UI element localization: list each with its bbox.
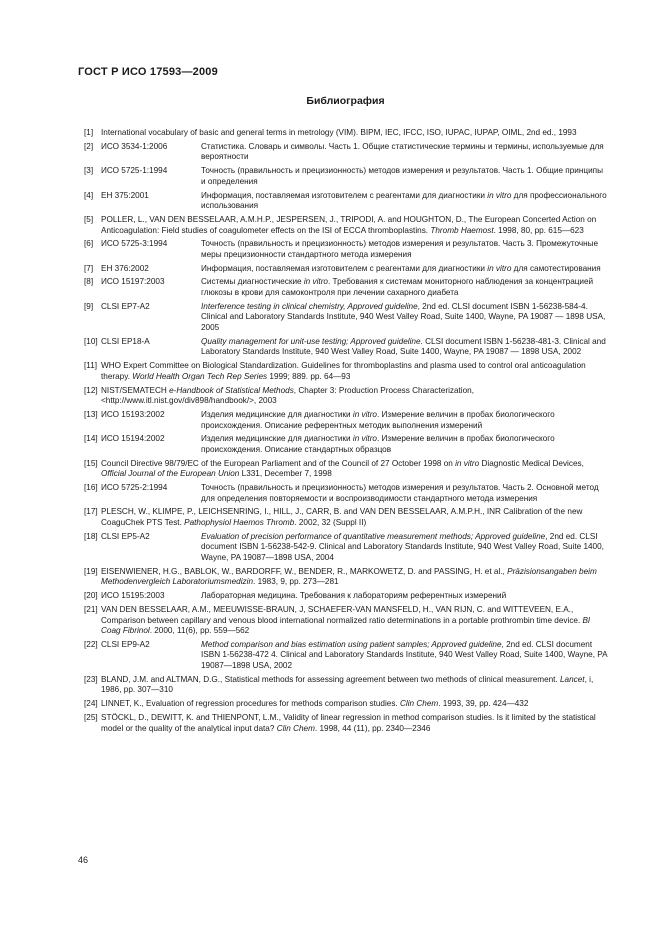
reference-italic-text: in vitro — [303, 277, 328, 287]
reference-text — [201, 591, 608, 602]
reference-item — [84, 215, 608, 236]
reference-text-part: Изделия медицинские для диагностики — [201, 434, 353, 444]
reference-item — [84, 277, 608, 298]
reference-text-part: , 2nd ed. CLSI document ISBN 1-56238-472 4. Clinical and Laboratory Standards Institute, 940 West Valley Road, Suite 1400, Wayne, PA 19087—1898 USA, 2002 — [201, 639, 608, 671]
reference-item — [84, 675, 608, 696]
reference-text — [101, 567, 608, 588]
reference-number: [7] — [84, 263, 94, 273]
reference-text-part: . 2000, 11(6), pp. 559—562 — [149, 626, 250, 636]
reference-text — [101, 215, 608, 236]
reference-list — [84, 128, 608, 737]
reference-code: ИСО 5725-1:1994 — [101, 166, 168, 176]
reference-text — [201, 337, 608, 358]
reference-number: [3] — [84, 166, 94, 176]
section-title: Библиография — [306, 95, 385, 107]
reference-code: ИСО 5725-3:1994 — [101, 239, 168, 249]
reference-italic-text: Clin Chem — [400, 699, 439, 709]
reference-text-part: STÖCKL, D., DEWITT, K. and THIENPONT, L.M., Validity of linear regression in method comparison studies. Is it limited by the statistical model or the quality of the analytical input data? — [101, 713, 596, 733]
reference-italic-text: in vitro — [352, 434, 377, 444]
reference-number: [13] — [84, 409, 98, 419]
reference-text-part: . Измерение величин в пробах биологического происхождения. Описание референтных методик выполнения измерений — [201, 409, 555, 430]
reference-item — [84, 191, 608, 212]
reference-number: [12] — [84, 385, 98, 395]
reference-italic-text: Quality management for unit-use testing; Approved guideline — [201, 336, 421, 346]
reference-text-part: . Требования к системам мониторного наблюдения за концентрацией глюкозы в крови для самоконтроля при лечении сахарного диабета — [201, 277, 594, 298]
reference-italic-text: Bl Coag Fibrinol — [101, 615, 590, 636]
reference-item — [84, 699, 608, 710]
reference-text-part: POLLER, L., VAN DEN BESSELAAR, A.M.H.P., JESPERSEN, J., TRIPODI, A. and HOUGHTON, D., The European Concerted Action on Anticoagulation: Field studies of coagulometer effects on the ISI of ECCA thromboplastins. — [101, 214, 597, 235]
reference-italic-text: in vitro — [487, 190, 512, 200]
reference-code: ИСО 5725-2:1994 — [101, 483, 168, 493]
reference-number: [11] — [84, 361, 98, 371]
reference-item — [84, 567, 608, 588]
reference-code: ИСО 15197:2003 — [101, 277, 165, 287]
reference-number: [4] — [84, 190, 94, 200]
reference-text-part: Точность (правильность и прецизионность) методов измерения и результатов. Часть 2. Основной метод для определения повторяемости и воспроизводимости стандартного метода измерения — [201, 483, 599, 503]
reference-text-part: . 1993, 39, pp. 424—432 — [438, 699, 529, 709]
reference-item — [84, 459, 608, 480]
reference-text-part: Изделия медицинские для диагностики — [201, 409, 353, 419]
reference-text-part: PLESCH, W., KLIMPE, P., LEICHSENRING, I., HILL, J., CARR, B. and VAN DEN BESSELAAR, A.M.P.H., INR Calibration of the new CoaguChek PTS Test. — [101, 507, 583, 527]
reference-text — [101, 507, 608, 528]
reference-item — [84, 264, 608, 275]
reference-italic-text: Official Journal of the European Union — [101, 469, 240, 479]
reference-text — [101, 386, 608, 407]
reference-item — [84, 713, 608, 734]
reference-text — [101, 459, 608, 480]
page-number: 46 — [78, 855, 89, 865]
reference-italic-text: in vitro — [455, 458, 480, 468]
reference-text-part: Council Directive 98/79/EC of the European Parliament and of the Council of 27 October 1998 on — [101, 458, 456, 468]
reference-text — [101, 699, 608, 710]
reference-text-part: Статистика. Словарь и символы. Часть 1. Общие статистические термины и термины, используемые для вероятности — [201, 141, 604, 162]
reference-text-part: , Chapter 3: Production Process Characterization, <http://www.itl.nist.gov/div898/handbook/>, 2003 — [101, 385, 475, 406]
reference-text — [201, 640, 608, 672]
reference-number: [23] — [84, 674, 98, 684]
reference-italic-text: Thromb Haemost — [430, 225, 494, 235]
reference-italic-text: Method comparison and bias estimation using patient samples; Approved guideline — [201, 639, 502, 649]
reference-text — [101, 128, 608, 139]
reference-text — [201, 264, 608, 275]
reference-number: [9] — [84, 301, 94, 311]
reference-text-part: L331, December 7, 1998 — [239, 469, 332, 479]
reference-text — [201, 410, 608, 431]
reference-text — [201, 166, 608, 187]
reference-number: [2] — [84, 141, 94, 151]
reference-text-part: International vocabulary of basic and general terms in metrology (VIM). BIPM, IEC, IFCC, ISO, IUPAC, IUPAP, OIML, 2nd ed., 1993 — [101, 128, 577, 137]
reference-number: [24] — [84, 699, 98, 709]
reference-number: [10] — [84, 336, 98, 346]
reference-number: [1] — [84, 128, 94, 137]
reference-item — [84, 483, 608, 504]
reference-text-part: 1999; 889. pp. 64—93 — [267, 371, 351, 381]
reference-item — [84, 640, 608, 672]
reference-text-part: NIST/SEMATECH — [101, 385, 170, 395]
reference-number: [17] — [84, 507, 98, 517]
reference-code: CLSI EP7-A2 — [101, 301, 150, 311]
reference-text — [201, 302, 608, 334]
reference-italic-text: Pathophysiol Haemos Thromb — [184, 518, 295, 527]
reference-text — [201, 434, 608, 455]
reference-text-part: для самотестирования — [511, 263, 601, 273]
reference-code: CLSI EP9-A2 — [101, 639, 150, 649]
reference-number: [15] — [84, 458, 98, 468]
reference-text-part: . 1983, 9, pp. 273—281 — [253, 577, 339, 587]
reference-italic-text: e-Handbook of Statistical Methods — [169, 385, 294, 395]
reference-text — [201, 239, 608, 260]
reference-italic-text: Evaluation of precision performance of quantitative measurement methods; Approved guideline — [201, 531, 546, 541]
reference-item — [84, 532, 608, 564]
reference-item — [84, 410, 608, 431]
reference-text-part: . 1998, 80, pp. 615—623 — [493, 225, 584, 235]
reference-number: [14] — [84, 434, 98, 444]
reference-text-part: LINNET, K., Evaluation of regression procedures for methods comparison studies. — [101, 699, 400, 709]
reference-number: [16] — [84, 483, 98, 493]
reference-text-part: Точность (правильность и прецизионность) методов измерения и результатов. Часть 1. Общие принципы и определения — [201, 166, 603, 186]
reference-text — [201, 532, 608, 564]
reference-text-part: Лабораторная медицина. Требования к лабораториям референтных измерений — [201, 591, 507, 601]
reference-item — [84, 591, 608, 602]
reference-text-part: VAN DEN BESSELAAR, A.M., MEEUWISSE-BRAUN, J, SCHAEFER-VAN MANSFELD, H., VAN RIJN, C. and WITTEVEEN, E.A., Comparison between capillary and venous blood international normalized ratio determinations in a portable prothrombin time device. — [101, 604, 583, 625]
reference-text — [101, 605, 608, 637]
reference-text-part: Точность (правильность и прецизионность) методов измерения и результатов. Часть 3. Промежуточные меры прецизионности стандартного метода измерения — [201, 239, 599, 259]
reference-italic-text: in vitro — [352, 409, 377, 419]
reference-number: [21] — [84, 604, 98, 614]
reference-text-part: , i, 1986, pp. 307—310 — [101, 674, 594, 695]
reference-item — [84, 507, 608, 528]
reference-code: ИСО 15193:2002 — [101, 409, 165, 419]
reference-item — [84, 128, 608, 139]
reference-text — [201, 142, 608, 163]
reference-text — [201, 277, 608, 298]
reference-item — [84, 142, 608, 163]
reference-italic-text: Lancet — [560, 674, 585, 684]
reference-text — [201, 191, 608, 212]
reference-text-part: Diagnostic Medical Devices, — [479, 458, 584, 468]
reference-text-part: . 1998, 44 (11), pp. 2340—2346 — [314, 723, 431, 733]
reference-item — [84, 166, 608, 187]
reference-item — [84, 605, 608, 637]
reference-item — [84, 302, 608, 334]
reference-code: ИСО 3534-1:2006 — [101, 141, 168, 151]
reference-number: [5] — [84, 214, 94, 224]
reference-code: CLSI EP5-A2 — [101, 531, 150, 541]
reference-item — [84, 386, 608, 407]
reference-item — [84, 239, 608, 260]
reference-code: ИСО 15195:2003 — [101, 591, 165, 601]
reference-number: [25] — [84, 713, 98, 722]
reference-text — [101, 713, 608, 734]
reference-text-part: WHO Expert Committee on Biological Standardization. Guidelines for thromboplastins and plasma used to control oral anticoagulation therapy. — [101, 361, 586, 381]
reference-number: [8] — [84, 277, 94, 287]
reference-text-part: . 2002, 32 (Suppl II) — [294, 518, 367, 527]
reference-code: CLSI EP18-A — [101, 336, 150, 346]
reference-code: ЕН 375:2001 — [101, 190, 149, 200]
reference-item — [84, 434, 608, 455]
reference-text-part: BLAND, J.M. and ALTMAN, D.G., Statistical methods for assessing agreement between two methods of clinical measurement. — [101, 674, 560, 684]
reference-text-part: , 2nd ed. CLSI document ISBN 1-56238-542-9. Clinical and Laboratory Standards Institute, 940 West Valley Road, Suite 1400, Wayne, PA 19087—1898 USA, 2004 — [201, 531, 604, 562]
reference-text-part: Информация, поставляемая изготовителем с реагентами для диагностики — [201, 263, 488, 273]
reference-text-part: для профессионального использования — [201, 190, 607, 211]
reference-code: ИСО 15194:2002 — [101, 434, 165, 444]
reference-italic-text: World Health Organ Tech Rep Series — [132, 371, 268, 381]
reference-text-part: Системы диагностические — [201, 277, 304, 287]
reference-text — [101, 675, 608, 696]
reference-text-part: EISENWIENER, H.G., BABLOK, W., BARDORFF, W., BENDER, R., MARKOWETZ, D. and PASSING, H. et al., — [101, 566, 508, 576]
reference-number: [22] — [84, 639, 98, 649]
reference-text-part: . CLSI document ISBN 1-56238-481-3. Clinical and Laboratory Standards Institute, 940 West Valley Road, Suite 1400, Wayne, PA 19087 — 1898 USA, 2002 — [201, 336, 606, 357]
reference-text-part: , 2nd ed. CLSI document ISBN 1-56238-584-4. Clinical and Laboratory Standards Institute, 940 West Valley Road, Suite 1400, Wayne, PA 19087 — 1898 USA, 2005 — [201, 301, 606, 332]
standard-header: ГОСТ Р ИСО 17593—2009 — [78, 66, 218, 78]
reference-italic-text: Interference testing in clinical chemistry, Approved guideline — [201, 301, 418, 311]
reference-number: [20] — [84, 591, 98, 601]
reference-italic-text: Präzisionsangaben beim Methodenvergleich Laboratoriumsmedizin — [101, 566, 597, 587]
reference-code: ЕН 376:2002 — [101, 263, 149, 273]
reference-number: [19] — [84, 566, 98, 576]
reference-text — [101, 361, 608, 382]
reference-italic-text: Clin Chem — [276, 723, 315, 733]
reference-text — [201, 483, 608, 504]
reference-italic-text: in vitro — [487, 263, 512, 273]
reference-item — [84, 337, 608, 358]
reference-number: [6] — [84, 239, 94, 249]
reference-text-part: . Измерение величин в пробах биологического происхождения. Описание стандартных образцов — [201, 434, 555, 454]
reference-text-part: Информация, поставляемая изготовителем с реагентами для диагностики — [201, 190, 488, 200]
reference-number: [18] — [84, 531, 98, 541]
reference-item — [84, 361, 608, 382]
